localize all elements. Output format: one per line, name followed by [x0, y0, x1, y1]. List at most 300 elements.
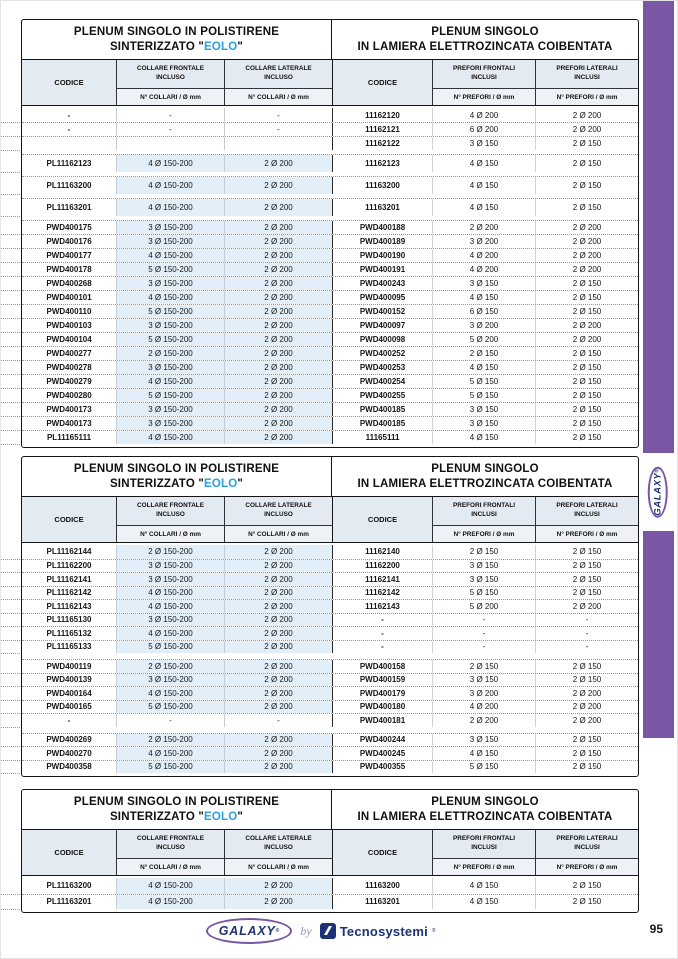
value-cell: 3 Ø 200 — [432, 319, 535, 332]
header-collare-laterale: COLLARE LATERALE INCLUSO N° COLLARI / Ø mm — [224, 497, 332, 542]
section-titles — [22, 457, 638, 497]
left-title-line2: SINTERIZZATO "EOLO" — [109, 810, 244, 823]
value-cell: - — [224, 123, 332, 136]
right-table-title — [332, 457, 638, 496]
subheader-prefori: N° PREFORI / Ø mm — [536, 859, 638, 875]
value-cell: 2 Ø 200 — [224, 417, 332, 430]
value-cell: 2 Ø 200 — [224, 614, 332, 627]
value-cell: - — [116, 108, 224, 122]
value-cell: 3 Ø 150 — [432, 277, 535, 290]
code-cell: PWD400104 — [46, 335, 92, 344]
code-cell: PWD400177 — [46, 251, 92, 260]
code-cell: PL11163200 — [46, 881, 92, 891]
value-cell: 4 Ø 150-200 — [116, 600, 224, 613]
header-prefori-frontali: PREFORI FRONTALI INCLUSI N° PREFORI / Ø mm — [432, 830, 535, 875]
table-row — [22, 374, 638, 388]
table-row — [22, 430, 638, 444]
header-collare-laterale: COLLARE LATERALE INCLUSO N° COLLARI / Ø mm — [224, 830, 332, 875]
value-cell: - — [432, 641, 535, 654]
table-row — [22, 220, 638, 234]
code-cell: PWD400254 — [332, 375, 432, 388]
code-cell: PWD400189 — [332, 235, 432, 248]
subheader-prefori: N° PREFORI / Ø mm — [536, 89, 638, 105]
code-cell: PWD400139 — [46, 675, 92, 685]
value-cell: 2 Ø 200 — [224, 319, 332, 332]
value-cell: 2 Ø 200 — [535, 221, 638, 234]
code-cell: PL11165133 — [46, 642, 92, 652]
value-cell: 3 Ø 150-200 — [116, 319, 224, 332]
code-cell: 11162200 — [332, 560, 432, 573]
subheader-collari: N° COLLARI / Ø mm — [117, 89, 224, 105]
value-cell: 5 Ø 150-200 — [116, 263, 224, 276]
header-codice-left: CODICE — [54, 515, 84, 524]
value-cell: 4 Ø 150-200 — [116, 627, 224, 640]
value-cell: 4 Ø 150-200 — [116, 895, 224, 910]
table-header-row — [22, 830, 638, 876]
table-rows — [22, 106, 638, 447]
value-cell: 3 Ø 150-200 — [116, 277, 224, 290]
value-cell — [224, 137, 332, 150]
value-cell: 4 Ø 150-200 — [116, 878, 224, 894]
value-cell: 4 Ø 150-200 — [116, 177, 224, 194]
value-cell: - — [535, 641, 638, 654]
value-cell: 2 Ø 150 — [535, 573, 638, 586]
value-cell: 2 Ø 200 — [224, 687, 332, 700]
code-cell: PWD400253 — [332, 361, 432, 374]
value-cell: 5 Ø 150-200 — [116, 389, 224, 402]
value-cell: 6 Ø 200 — [432, 123, 535, 136]
value-cell: 2 Ø 200 — [224, 641, 332, 654]
subheader-prefori: N° PREFORI / Ø mm — [433, 89, 535, 105]
side-tab — [639, 1, 677, 959]
left-title-line2: SINTERIZZATO "EOLO" — [109, 477, 244, 490]
header-prefori-laterali: PREFORI LATERALI INCLUSI N° PREFORI / Ø mm — [535, 497, 638, 542]
code-cell: 11162142 — [332, 587, 432, 600]
code-cell: PWD400097 — [332, 319, 432, 332]
code-cell: PWD400185 — [332, 403, 432, 416]
galaxy-logo — [206, 918, 292, 944]
value-cell: 5 Ø 200 — [432, 333, 535, 346]
value-cell: 2 Ø 150 — [535, 674, 638, 687]
code-cell: PWD400178 — [46, 265, 92, 274]
value-cell: 2 Ø 150 — [535, 155, 638, 172]
value-cell: - — [535, 614, 638, 627]
plenum-section — [21, 789, 639, 913]
value-cell: 3 Ø 150 — [432, 674, 535, 687]
table-row — [22, 559, 638, 573]
code-cell: PWD400269 — [46, 735, 92, 745]
table-row — [22, 108, 638, 122]
table-rows — [22, 876, 638, 912]
value-cell: 4 Ø 150 — [432, 747, 535, 760]
code-cell: 11163201 — [332, 895, 432, 910]
code-cell: - — [67, 110, 71, 120]
value-cell: 3 Ø 150-200 — [116, 560, 224, 573]
table-row — [22, 586, 638, 600]
code-cell: PWD400268 — [46, 279, 92, 288]
header-codice-right: CODICE — [332, 60, 432, 105]
left-table-title — [22, 20, 332, 59]
table-rows — [22, 543, 638, 776]
header-prefori-frontali: PREFORI FRONTALI INCLUSI N° PREFORI / Ø mm — [432, 60, 535, 105]
code-cell: PWD400244 — [332, 734, 432, 747]
value-cell: 3 Ø 150-200 — [116, 573, 224, 586]
value-cell: 2 Ø 200 — [224, 878, 332, 894]
header-prefori-frontali: PREFORI FRONTALI INCLUSI N° PREFORI / Ø mm — [432, 497, 535, 542]
code-cell: PWD400280 — [46, 391, 92, 400]
value-cell: 3 Ø 150 — [432, 560, 535, 573]
value-cell: 4 Ø 150-200 — [116, 249, 224, 262]
subheader-collari: N° COLLARI / Ø mm — [117, 526, 224, 542]
value-cell: 3 Ø 150 — [432, 417, 535, 430]
right-title-line1: PLENUM SINGOLO — [431, 795, 539, 808]
table-row — [22, 640, 638, 654]
table-row — [22, 760, 638, 774]
table-row — [22, 686, 638, 700]
title-accent: EOLO — [204, 40, 238, 53]
value-cell: 3 Ø 200 — [432, 687, 535, 700]
value-cell: 4 Ø 150 — [432, 155, 535, 172]
header-collare-laterale: COLLARE LATERALE INCLUSO N° COLLARI / Ø mm — [224, 60, 332, 105]
table-row — [22, 136, 638, 150]
code-cell: PWD400191 — [332, 263, 432, 276]
right-title-line2: IN LAMIERA ELETTROZINCATA COIBENTATA — [357, 40, 613, 53]
value-cell: 2 Ø 200 — [224, 761, 332, 774]
value-cell: 2 Ø 150 — [535, 417, 638, 430]
value-cell: 2 Ø 200 — [224, 560, 332, 573]
code-cell: PWD400173 — [46, 419, 92, 428]
code-cell: 11162140 — [332, 545, 432, 559]
value-cell: 2 Ø 150 — [432, 347, 535, 360]
code-cell: 11163201 — [332, 199, 432, 216]
value-cell: 2 Ø 150 — [535, 199, 638, 216]
page-number: 95 — [649, 922, 663, 936]
header-codice-right: CODICE — [332, 497, 432, 542]
value-cell: 2 Ø 200 — [224, 221, 332, 234]
value-cell: 4 Ø 150-200 — [116, 155, 224, 172]
value-cell: 5 Ø 200 — [432, 600, 535, 613]
value-cell: 6 Ø 150 — [432, 305, 535, 318]
value-cell: 2 Ø 200 — [432, 221, 535, 234]
code-cell: PWD400277 — [46, 349, 92, 358]
table-row — [22, 176, 638, 194]
code-cell: PWD400255 — [332, 389, 432, 402]
value-cell: - — [432, 614, 535, 627]
code-cell: PL11162142 — [46, 588, 92, 598]
header-codice-left: CODICE — [54, 848, 84, 857]
code-cell: - — [67, 715, 71, 725]
value-cell: - — [432, 627, 535, 640]
value-cell: 2 Ø 200 — [224, 235, 332, 248]
code-cell: PWD400245 — [332, 747, 432, 760]
value-cell: 2 Ø 200 — [224, 747, 332, 760]
code-cell: PWD400152 — [332, 305, 432, 318]
value-cell: 2 Ø 150 — [535, 878, 638, 894]
value-cell: 4 Ø 150 — [432, 177, 535, 194]
right-title-line1: PLENUM SINGOLO — [431, 25, 539, 38]
value-cell: 2 Ø 200 — [535, 600, 638, 613]
header-collare-frontale: COLLARE FRONTALE INCLUSO N° COLLARI / Ø mm — [116, 830, 224, 875]
code-cell: PWD400180 — [332, 701, 432, 714]
value-cell: 2 Ø 200 — [224, 403, 332, 416]
value-cell: 2 Ø 200 — [535, 108, 638, 122]
value-cell: 5 Ø 150 — [432, 587, 535, 600]
right-title-line2: IN LAMIERA ELETTROZINCATA COIBENTATA — [357, 810, 613, 823]
value-cell: 4 Ø 150 — [432, 878, 535, 894]
code-cell: 11162120 — [332, 108, 432, 122]
value-cell: 3 Ø 150-200 — [116, 235, 224, 248]
tecnosystemi-icon — [320, 923, 336, 939]
table-row — [22, 713, 638, 727]
plenum-section — [21, 456, 639, 777]
value-cell: 2 Ø 200 — [224, 177, 332, 194]
value-cell: 4 Ø 150 — [432, 895, 535, 910]
code-cell: 11162121 — [332, 123, 432, 136]
left-title-line1: PLENUM SINGOLO IN POLISTIRENE — [73, 795, 280, 808]
value-cell: 4 Ø 150-200 — [116, 587, 224, 600]
value-cell: 2 Ø 200 — [224, 277, 332, 290]
title-accent: EOLO — [204, 477, 238, 490]
value-cell: 3 Ø 150 — [432, 734, 535, 747]
code-cell: PL11163200 — [46, 181, 92, 190]
code-cell: 11162143 — [332, 600, 432, 613]
value-cell: 5 Ø 150-200 — [116, 701, 224, 714]
table-row — [22, 234, 638, 248]
value-cell: 2 Ø 150 — [535, 291, 638, 304]
subheader-prefori: N° PREFORI / Ø mm — [433, 526, 535, 542]
table-row — [22, 626, 638, 640]
value-cell: 4 Ø 200 — [432, 701, 535, 714]
table-row — [22, 402, 638, 416]
value-cell: 3 Ø 150-200 — [116, 614, 224, 627]
value-cell: 2 Ø 200 — [224, 347, 332, 360]
value-cell: 2 Ø 150 — [535, 560, 638, 573]
value-cell: 3 Ø 150-200 — [116, 361, 224, 374]
value-cell: 2 Ø 200 — [224, 701, 332, 714]
table-row — [22, 346, 638, 360]
value-cell: 2 Ø 200 — [535, 235, 638, 248]
header-prefori-laterali: PREFORI LATERALI INCLUSI N° PREFORI / Ø mm — [535, 60, 638, 105]
table-row — [22, 659, 638, 673]
subheader-prefori: N° PREFORI / Ø mm — [433, 859, 535, 875]
value-cell: 2 Ø 200 — [224, 333, 332, 346]
value-cell: 4 Ø 150 — [432, 291, 535, 304]
value-cell: 2 Ø 150 — [432, 660, 535, 673]
value-cell: 2 Ø 200 — [224, 155, 332, 172]
value-cell: 2 Ø 200 — [224, 431, 332, 444]
table-row — [22, 154, 638, 172]
table-row — [22, 388, 638, 402]
table-row — [22, 318, 638, 332]
value-cell: 2 Ø 150-200 — [116, 734, 224, 747]
table-row — [22, 613, 638, 627]
value-cell: - — [535, 627, 638, 640]
code-cell: PWD400181 — [332, 714, 432, 727]
value-cell: 2 Ø 200 — [224, 573, 332, 586]
code-cell: - — [67, 125, 71, 134]
value-cell: 2 Ø 200 — [224, 361, 332, 374]
table-row — [22, 290, 638, 304]
code-cell: 11163200 — [332, 177, 432, 194]
right-table-title — [332, 20, 638, 59]
galaxy-footer-label: GALAXY — [218, 924, 276, 938]
value-cell: 2 Ø 150 — [535, 747, 638, 760]
title-accent: EOLO — [204, 810, 238, 823]
header-codice-left: CODICE — [54, 78, 84, 87]
value-cell: 3 Ø 150-200 — [116, 417, 224, 430]
code-cell: PL11162141 — [46, 574, 92, 584]
code-cell: PL11165132 — [46, 628, 92, 638]
value-cell: 4 Ø 200 — [432, 108, 535, 122]
code-cell: PWD400252 — [332, 347, 432, 360]
code-cell: PWD400159 — [332, 674, 432, 687]
table-row — [22, 198, 638, 216]
value-cell: 2 Ø 200 — [535, 333, 638, 346]
value-cell: 4 Ø 150 — [432, 431, 535, 444]
purple-bar-bottom — [643, 531, 674, 738]
value-cell: 2 Ø 150 — [535, 389, 638, 402]
value-cell: 3 Ø 150-200 — [116, 221, 224, 234]
code-cell: PWD400190 — [332, 249, 432, 262]
value-cell: 5 Ø 150 — [432, 375, 535, 388]
value-cell: 5 Ø 150-200 — [116, 761, 224, 774]
code-cell: - — [332, 614, 432, 627]
subheader-collari: N° COLLARI / Ø mm — [117, 859, 224, 875]
code-cell: PWD400179 — [332, 687, 432, 700]
table-row — [22, 122, 638, 136]
code-cell: PWD400110 — [46, 307, 92, 316]
code-cell: PWD400270 — [46, 748, 92, 758]
code-cell: PWD400243 — [332, 277, 432, 290]
code-cell: PL11162143 — [46, 601, 92, 611]
table-row — [22, 416, 638, 430]
value-cell: 2 Ø 150-200 — [116, 545, 224, 559]
value-cell: - — [116, 714, 224, 727]
code-cell: PWD400175 — [46, 223, 92, 232]
table-row — [22, 332, 638, 346]
value-cell: 4 Ø 150-200 — [116, 291, 224, 304]
code-cell: PL11163201 — [46, 897, 92, 907]
table-header-row — [22, 497, 638, 543]
header-prefori-laterali: PREFORI LATERALI INCLUSI N° PREFORI / Ø mm — [535, 830, 638, 875]
value-cell: 2 Ø 200 — [224, 375, 332, 388]
table-row — [22, 894, 638, 910]
table-row — [22, 733, 638, 747]
value-cell: 4 Ø 150 — [432, 199, 535, 216]
section-titles — [22, 20, 638, 60]
value-cell: 3 Ø 150-200 — [116, 674, 224, 687]
value-cell: 2 Ø 150-200 — [116, 347, 224, 360]
value-cell: 4 Ø 200 — [432, 263, 535, 276]
value-cell — [116, 137, 224, 150]
table-row — [22, 276, 638, 290]
code-cell: PL11165130 — [46, 615, 92, 625]
code-cell: PWD400185 — [332, 417, 432, 430]
galaxy-side-logo — [639, 453, 677, 531]
value-cell: 2 Ø 200 — [224, 305, 332, 318]
registered-mark: ® — [431, 928, 436, 934]
table-row — [22, 599, 638, 613]
code-cell: 11162122 — [332, 137, 432, 150]
value-cell: 2 Ø 150 — [535, 137, 638, 150]
value-cell: 2 Ø 150 — [535, 361, 638, 374]
code-cell: PWD400188 — [332, 221, 432, 234]
code-cell: PWD400164 — [46, 688, 92, 698]
galaxy-side-label: GALAXY — [652, 472, 664, 516]
code-cell: 11163200 — [332, 878, 432, 894]
code-cell: PWD400173 — [46, 405, 92, 414]
value-cell: 2 Ø 200 — [224, 627, 332, 640]
code-cell: PL11165111 — [46, 433, 92, 442]
subheader-collari: N° COLLARI / Ø mm — [225, 89, 332, 105]
code-cell: PWD400176 — [46, 237, 92, 246]
value-cell: 4 Ø 150-200 — [116, 199, 224, 216]
value-cell: 2 Ø 150 — [535, 375, 638, 388]
table-header-row — [22, 60, 638, 106]
table-row — [22, 673, 638, 687]
value-cell: 3 Ø 150 — [432, 137, 535, 150]
left-table-title — [22, 790, 332, 829]
code-cell: PWD400355 — [332, 761, 432, 774]
value-cell: 2 Ø 200 — [432, 714, 535, 727]
value-cell: 2 Ø 200 — [224, 674, 332, 687]
code-cell: PWD400158 — [332, 660, 432, 673]
value-cell: 4 Ø 150-200 — [116, 687, 224, 700]
table-row — [22, 878, 638, 894]
value-cell: 2 Ø 150 — [535, 761, 638, 774]
code-cell: PWD400098 — [332, 333, 432, 346]
subheader-collari: N° COLLARI / Ø mm — [225, 859, 332, 875]
value-cell: 2 Ø 200 — [535, 319, 638, 332]
value-cell: 2 Ø 150 — [535, 431, 638, 444]
code-cell: PWD400103 — [46, 321, 92, 330]
value-cell: 2 Ø 200 — [224, 734, 332, 747]
header-collare-frontale: COLLARE FRONTALE INCLUSO N° COLLARI / Ø mm — [116, 497, 224, 542]
value-cell: 2 Ø 150 — [535, 277, 638, 290]
value-cell: 2 Ø 200 — [224, 895, 332, 910]
subheader-prefori: N° PREFORI / Ø mm — [536, 526, 638, 542]
table-row — [22, 746, 638, 760]
value-cell: 3 Ø 200 — [432, 235, 535, 248]
code-cell: PL11163201 — [46, 203, 92, 212]
value-cell: 2 Ø 150 — [535, 177, 638, 194]
value-cell: 4 Ø 150-200 — [116, 431, 224, 444]
value-cell: 5 Ø 150 — [432, 761, 535, 774]
value-cell: 3 Ø 150 — [432, 573, 535, 586]
tecnosystemi-label: Tecnosystemi — [339, 923, 428, 939]
table-row — [22, 572, 638, 586]
value-cell: 2 Ø 150 — [535, 347, 638, 360]
value-cell: 4 Ø 200 — [432, 249, 535, 262]
code-cell: PWD400119 — [46, 661, 92, 671]
header-collare-frontale: COLLARE FRONTALE INCLUSO N° COLLARI / Ø mm — [116, 60, 224, 105]
value-cell: 2 Ø 200 — [224, 291, 332, 304]
value-cell: 2 Ø 200 — [535, 249, 638, 262]
table-row — [22, 545, 638, 559]
value-cell: 4 Ø 150 — [432, 361, 535, 374]
left-title-line1: PLENUM SINGOLO IN POLISTIRENE — [73, 25, 280, 38]
code-cell: PWD400279 — [46, 377, 92, 386]
value-cell: 2 Ø 200 — [224, 587, 332, 600]
value-cell: 2 Ø 200 — [535, 714, 638, 727]
value-cell: 5 Ø 150 — [432, 389, 535, 402]
code-cell: PWD400278 — [46, 363, 92, 372]
value-cell: 4 Ø 150-200 — [116, 375, 224, 388]
value-cell: 2 Ø 200 — [224, 545, 332, 559]
code-cell: PWD400101 — [46, 293, 92, 302]
code-cell — [22, 137, 116, 150]
tecnosystemi-logo — [320, 923, 436, 939]
